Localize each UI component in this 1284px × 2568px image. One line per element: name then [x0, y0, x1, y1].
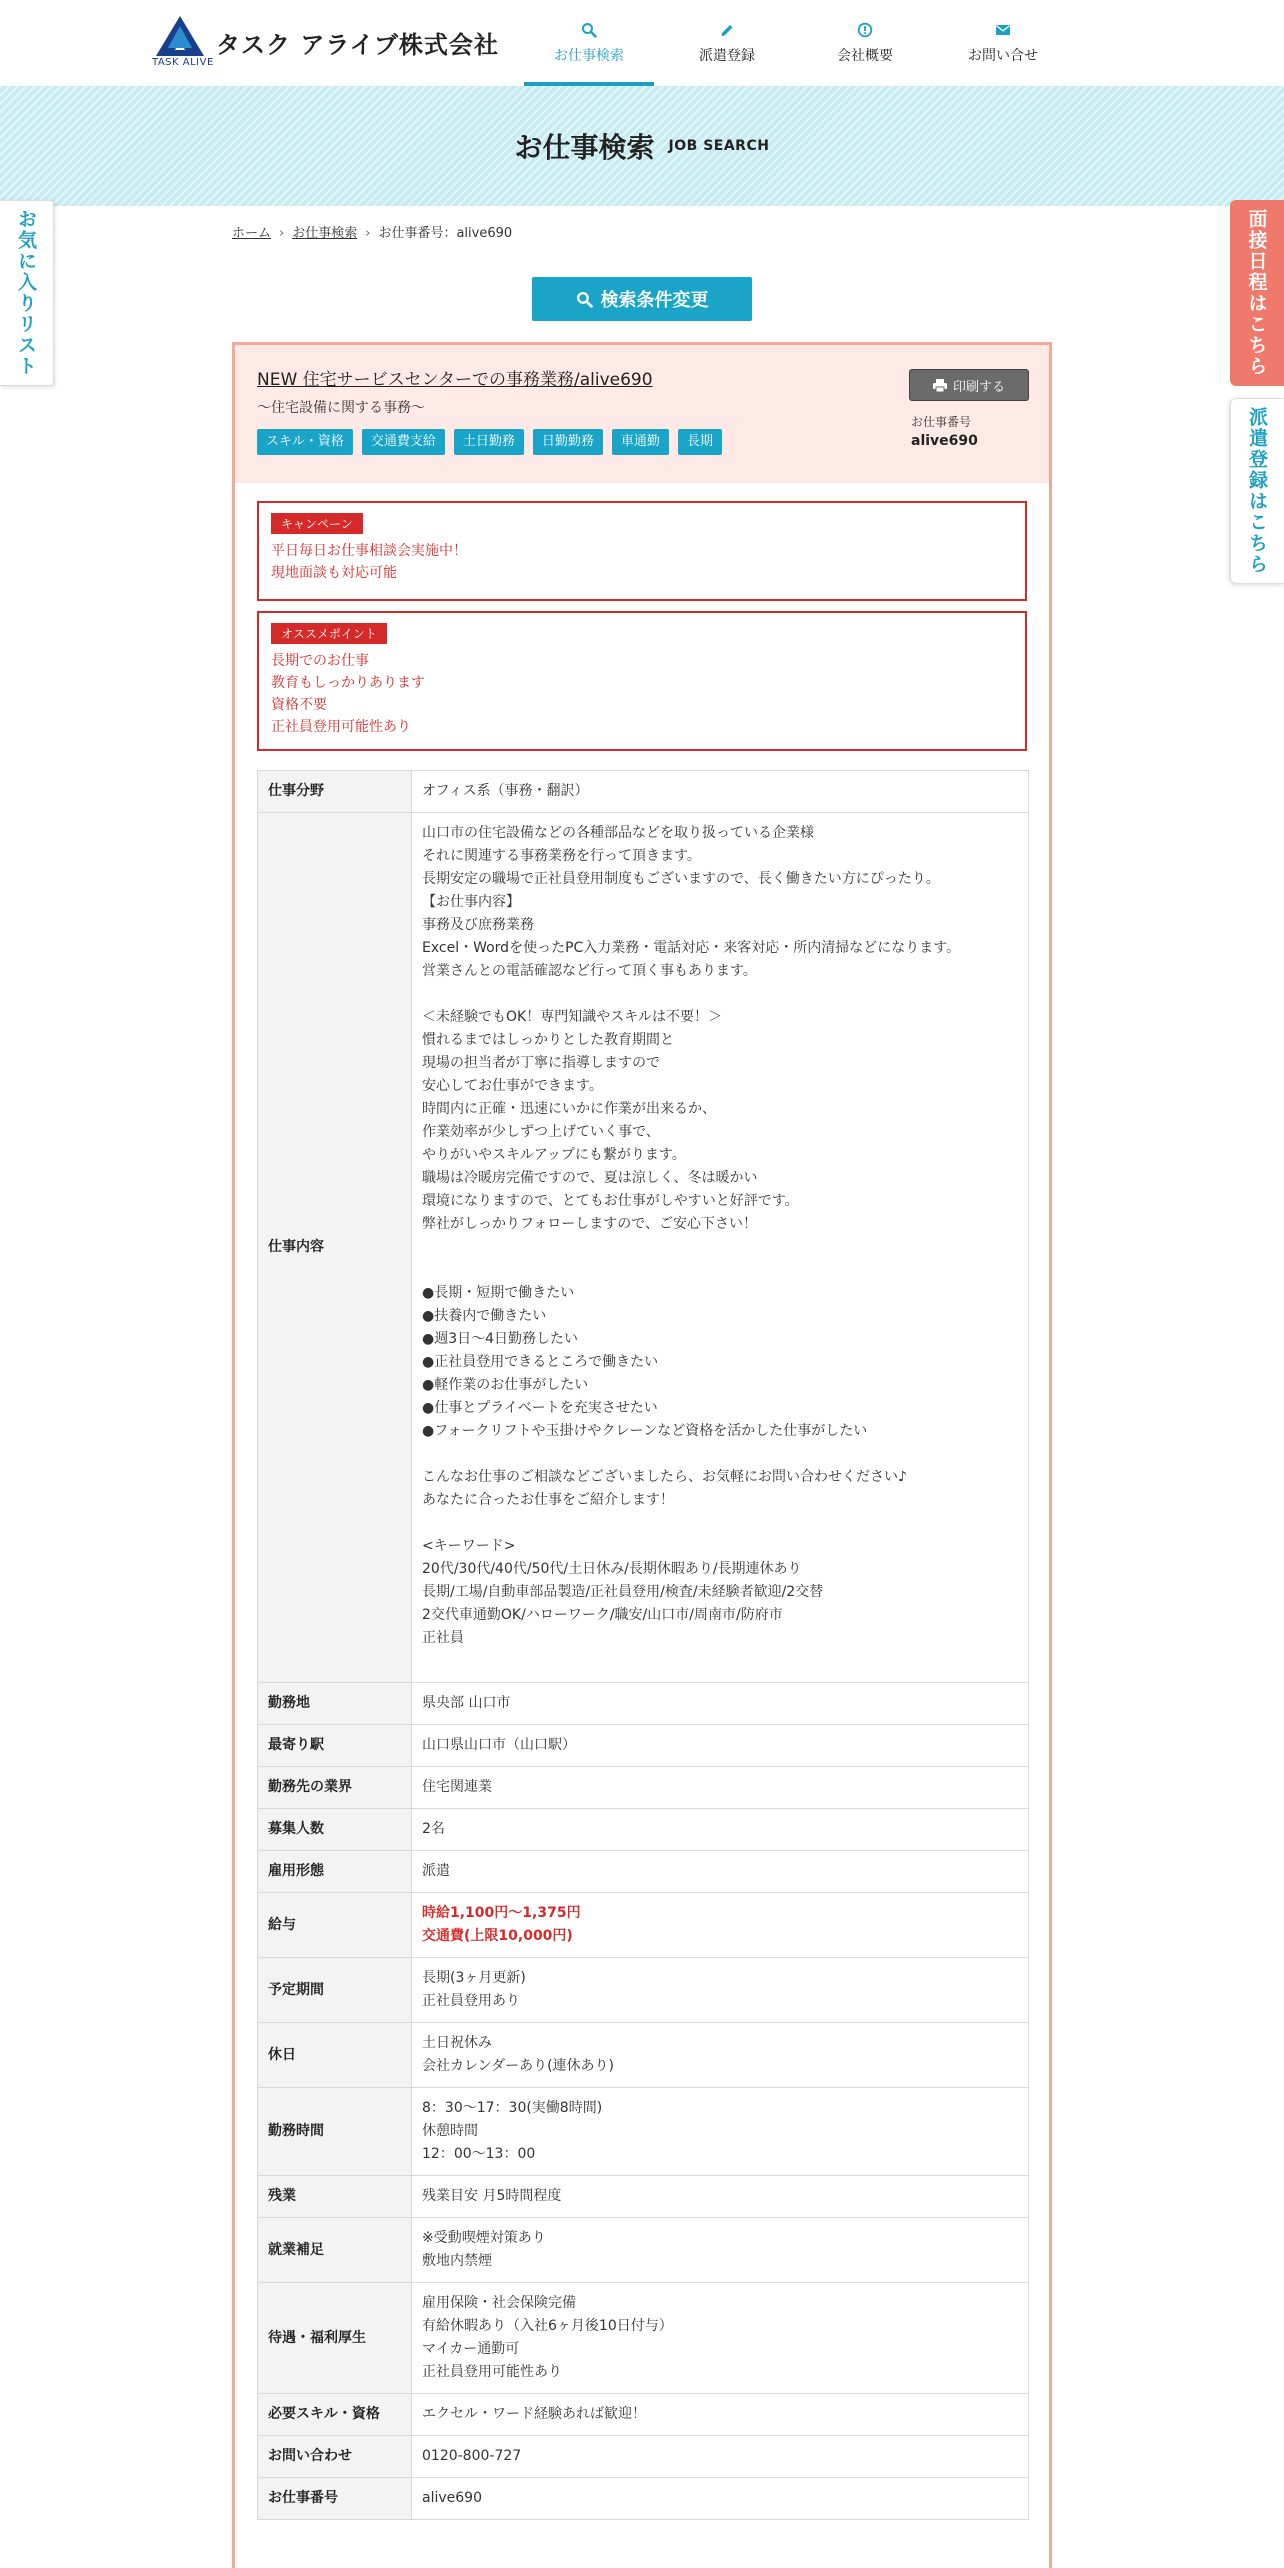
interview-schedule-label: 面接日程はこちら [1245, 209, 1268, 377]
row-value: オフィス系（事務・翻訳） [412, 771, 1029, 813]
row-label: 残業 [258, 2176, 412, 2218]
job-tags [257, 429, 722, 455]
recommend-line: 資格不要 [271, 697, 327, 713]
breadcrumb [232, 222, 512, 241]
row-value: エクセル・ワード経験あれば歓迎！ [412, 2394, 1029, 2436]
row-label: 就業補足 [258, 2218, 412, 2283]
staff-register-label: 派遣登録はこちら [1246, 407, 1268, 575]
breadcrumb-search-link[interactable]: お仕事検索 [292, 226, 358, 241]
nav-staff-register[interactable] [658, 0, 796, 86]
row-label: 募集人数 [258, 1809, 412, 1851]
favorites-list-label: お気に入りリスト [15, 209, 37, 377]
job-subtitle: ～住宅設備に関する事務～ [257, 400, 425, 416]
table-row [258, 1893, 1029, 1958]
search-icon [520, 22, 658, 38]
recommend-points-box [257, 611, 1027, 751]
table-row [258, 2176, 1029, 2218]
table-row [258, 1767, 1029, 1809]
job-tag: 日勤勤務 [533, 429, 603, 455]
nav-company-info[interactable] [796, 0, 934, 86]
row-value: 2名 [412, 1809, 1029, 1851]
nav-label: 会社概要 [837, 48, 893, 64]
row-label: お仕事番号 [258, 2478, 412, 2520]
job-title-link[interactable]: NEW 住宅サービスセンターでの事務業務/alive690 [257, 370, 653, 390]
campaign-line: 現地面談も対応可能 [271, 565, 397, 581]
staff-register-tab[interactable] [1230, 398, 1284, 584]
campaign-line: 平日毎日お仕事相談会実施中！ [271, 543, 467, 559]
page-title-jp: お仕事検索 [514, 131, 655, 164]
row-value: ※受動喫煙対策あり 敷地内禁煙 [412, 2218, 1029, 2283]
row-value: 長期(3ヶ月更新) 正社員登用あり [412, 1958, 1029, 2023]
campaign-box [257, 501, 1027, 601]
row-label: 仕事内容 [258, 813, 412, 1683]
row-label: 給与 [258, 1893, 412, 1958]
row-label: 最寄り駅 [258, 1725, 412, 1767]
search-icon [576, 291, 593, 308]
page-hero [0, 86, 1284, 206]
nav-label: 派遣登録 [699, 48, 755, 64]
row-value: 県央部 山口市 [412, 1683, 1029, 1725]
nav-label: お問い合せ [968, 48, 1038, 64]
job-detail-card [232, 342, 1052, 2568]
row-value: alive690 [412, 2478, 1029, 2520]
salary-value: 時給1,100円～1,375円 交通費(上限10,000円) [412, 1893, 1029, 1958]
row-value: 山口県山口市（山口駅） [412, 1725, 1029, 1767]
pencil-icon [658, 22, 796, 38]
job-card-header [235, 345, 1049, 483]
table-row [258, 771, 1029, 813]
row-label: 勤務先の業界 [258, 1767, 412, 1809]
info-icon [796, 22, 934, 38]
printer-icon [933, 379, 947, 392]
row-value: 山口市の住宅設備などの各種部品などを取り扱っている企業様 それに関連する事務業務を行って頂きます。 長期安定の職場で正社員登用制度もございますので、長く働きたい方にぴったり。 【お仕事内容】 事務及び庶務業務 Excel・Wordを使ったPC入力業務・電話対応・来客対応・所内清掃などになります。 営業さんとの電話確認など行って頂く事もあります。 ＜未経験でもOK！専門知識やスキルは不要！＞ 慣れるまではしっかりとした教育期間と 現場の担当者が丁寧に指導しますので 安心してお仕事ができます。 時間内に正確・迅速にいかに作業が出来るか、 作業効率が少しずつ上げていく事で、 やりがいやスキルアップにも繋がります。 職場は冷暖房完備ですので、夏は涼しく、冬は暖かい 環境になりますので、とてもお仕事がしやすいと好評です。 弊社がしっかりフォローしますので、ご安心下さい！ ●長期・短期で働きたい ●扶養内で働きたい ●週3日～4日勤務したい ●正社員登用できるところで働きたい ●軽作業のお仕事がしたい ●仕事とプライベートを充実させたい ●フォークリフトや玉掛けやクレーンなど資格を活かした仕事がしたい こんなお仕事のご相談などございましたら、お気軽にお問い合わせください♪ あなたに合ったお仕事をご紹介します！ <キーワード> 20代/30代/40代/50代/土日休み/長期休暇あり/長期連休あり 長期/工場/自動車部品製造/正社員登用/検査/未経験者歓迎/2交替 2交代車通勤OK/ハローワーク/職安/山口市/周南市/防府市 正社員 [412, 813, 1029, 1683]
table-row [258, 2283, 1029, 2394]
main-nav [520, 0, 1072, 86]
recommend-line: 長期でのお仕事 [271, 653, 369, 669]
nav-job-search[interactable] [520, 0, 658, 86]
nav-label: お仕事検索 [554, 48, 624, 64]
row-label: 休日 [258, 2023, 412, 2088]
breadcrumb-current: お仕事番号：alive690 [378, 226, 513, 241]
row-value: 雇用保険・社会保険完備 有給休暇あり（入社6ヶ月後10日付与） マイカー通勤可 正社員登用可能性あり [412, 2283, 1029, 2394]
job-tag: 長期 [678, 429, 722, 455]
row-label: 仕事分野 [258, 771, 412, 813]
site-logo[interactable] [150, 16, 499, 72]
recommend-line: 教育もしっかりあります [271, 675, 425, 691]
row-label: 必要スキル・資格 [258, 2394, 412, 2436]
job-tag: 車通勤 [612, 429, 669, 455]
change-search-conditions-button[interactable] [532, 277, 752, 321]
breadcrumb-home-link[interactable]: ホーム [232, 226, 272, 241]
page-title [0, 126, 1284, 166]
site-header [0, 0, 1284, 86]
logo-mark-icon [152, 16, 208, 58]
table-row [258, 2478, 1029, 2520]
job-tag: 交通費支給 [362, 429, 445, 455]
row-label: 勤務時間 [258, 2088, 412, 2176]
table-row [258, 1851, 1029, 1893]
table-row [258, 2436, 1029, 2478]
table-row [258, 1809, 1029, 1851]
chevron-right-icon: › [365, 226, 371, 241]
page-title-en: JOB SEARCH [668, 138, 770, 154]
mail-icon [934, 22, 1072, 38]
table-row [258, 2023, 1029, 2088]
row-label: 雇用形態 [258, 1851, 412, 1893]
row-label: お問い合わせ [258, 2436, 412, 2478]
change-search-conditions-label: 検索条件変更 [600, 290, 709, 311]
job-number-label: お仕事番号 [911, 415, 972, 429]
table-row [258, 1725, 1029, 1767]
recommend-badge: オススメポイント [271, 623, 387, 644]
campaign-badge: キャンペーン [271, 513, 363, 534]
table-row [258, 1683, 1029, 1725]
row-value: 8：30～17：30(実働8時間) 休憩時間 12：00～13：00 [412, 2088, 1029, 2176]
table-row [258, 813, 1029, 1683]
chevron-right-icon: › [279, 226, 285, 241]
nav-contact[interactable] [934, 0, 1072, 86]
table-row [258, 2394, 1029, 2436]
row-value: 0120-800-727 [412, 2436, 1029, 2478]
job-number-value: alive690 [911, 433, 978, 449]
recommend-line: 正社員登用可能性あり [271, 719, 411, 735]
job-tag: スキル・資格 [257, 429, 353, 455]
logo-subtitle: TASK ALIVE [152, 57, 214, 68]
table-row [258, 1958, 1029, 2023]
print-button-label: 印刷する [952, 379, 1005, 395]
row-label: 予定期間 [258, 1958, 412, 2023]
row-value: 住宅関連業 [412, 1767, 1029, 1809]
row-value: 残業目安 月5時間程度 [412, 2176, 1029, 2218]
table-row [258, 2218, 1029, 2283]
row-label: 勤務地 [258, 1683, 412, 1725]
logo-company-name: タスク アライブ株式会社 [216, 31, 499, 59]
job-detail-table [257, 770, 1029, 2520]
row-value: 派遣 [412, 1851, 1029, 1893]
job-tag: 土日勤務 [454, 429, 524, 455]
row-label: 待遇・福利厚生 [258, 2283, 412, 2394]
favorites-list-tab[interactable] [0, 200, 54, 386]
interview-schedule-tab[interactable] [1230, 200, 1284, 386]
table-row [258, 2088, 1029, 2176]
row-value: 土日祝休み 会社カレンダーあり(連休あり) [412, 2023, 1029, 2088]
print-button[interactable] [909, 369, 1029, 401]
